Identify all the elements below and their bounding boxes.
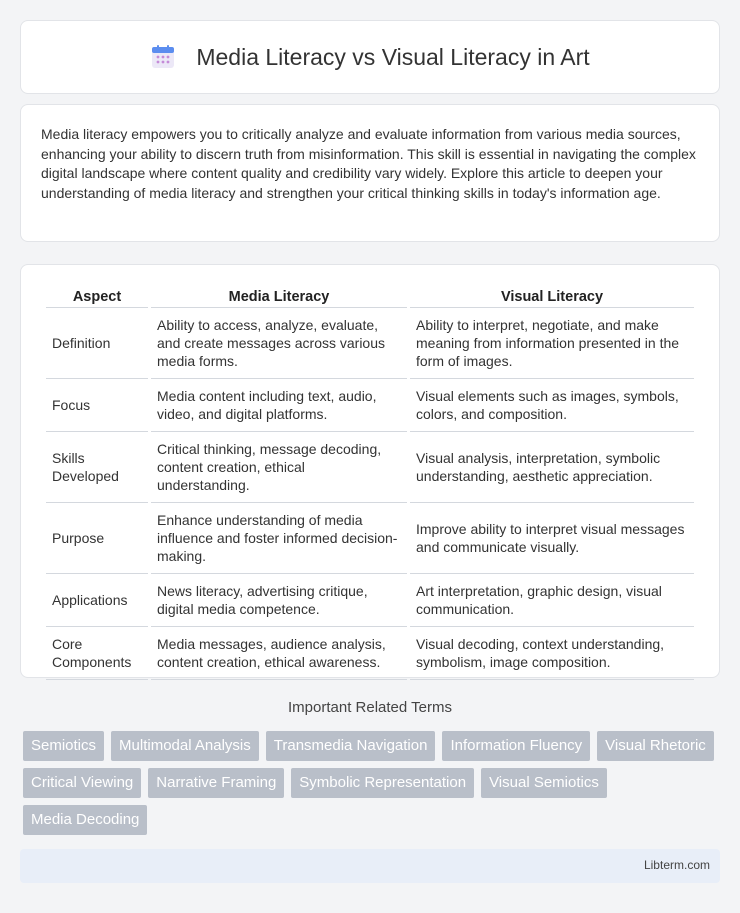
related-term-tag[interactable]: Information Fluency	[442, 731, 590, 761]
table-row	[46, 627, 694, 680]
table-cell: Art interpretation, graphic design, visual communication.	[410, 574, 694, 627]
table-cell: Visual elements such as images, symbols, colors, and composition.	[410, 379, 694, 432]
table-cell: Media messages, audience analysis, content creation, ethical awareness.	[151, 627, 407, 680]
intro-card	[20, 104, 720, 242]
related-term-tag[interactable]: Transmedia Navigation	[266, 731, 436, 761]
table-cell: Visual analysis, interpretation, symbolic understanding, aesthetic appreciation.	[410, 432, 694, 503]
related-term-tag[interactable]: Symbolic Representation	[291, 768, 474, 798]
table-cell: Ability to access, analyze, evaluate, and create messages across various media forms.	[151, 308, 407, 379]
table-cell: News literacy, advertising critique, digital media competence.	[151, 574, 407, 627]
table-cell: Focus	[46, 379, 148, 432]
related-term-tag[interactable]: Critical Viewing	[23, 768, 141, 798]
table-cell: Applications	[46, 574, 148, 627]
footer	[20, 849, 720, 883]
table-row	[46, 503, 694, 574]
related-term-tag[interactable]: Visual Semiotics	[481, 768, 607, 798]
calendar-icon	[150, 44, 176, 70]
intro-text: Media literacy empowers you to critically analyze and evaluate information from various media sources, enhancing your ability to discern truth from misinformation. This skill is essential in navigating the complex digital landscape where content quality and credibility vary widely. Explore this article to deepen your understanding of media literacy and strengthen your critical thinking skills in today's information age.	[41, 126, 696, 201]
table-row	[46, 379, 694, 432]
column-header: Visual Literacy	[410, 285, 694, 308]
related-term-tag[interactable]: Multimodal Analysis	[111, 731, 259, 761]
table-cell: Definition	[46, 308, 148, 379]
related-term-tag[interactable]: Visual Rhetoric	[597, 731, 714, 761]
related-term-tag[interactable]: Narrative Framing	[148, 768, 284, 798]
table-cell: Visual decoding, context understanding, symbolism, image composition.	[410, 627, 694, 680]
related-terms-list	[23, 731, 723, 835]
table-cell: Core Components	[46, 627, 148, 680]
header-card	[20, 20, 720, 94]
related-terms-title: Important Related Terms	[288, 699, 452, 716]
table-cell: Purpose	[46, 503, 148, 574]
table-cell: Enhance understanding of media influence and foster informed decision-making.	[151, 503, 407, 574]
table-row	[46, 432, 694, 503]
table-cell: Media content including text, audio, video, and digital platforms.	[151, 379, 407, 432]
table-row	[46, 308, 694, 379]
table-cell: Ability to interpret, negotiate, and make meaning from information presented in the form of images.	[410, 308, 694, 379]
table-cell: Critical thinking, message decoding, content creation, ethical understanding.	[151, 432, 407, 503]
column-header: Aspect	[46, 285, 148, 308]
comparison-table	[43, 285, 697, 680]
table-header-row	[46, 285, 694, 308]
related-term-tag[interactable]: Media Decoding	[23, 805, 147, 835]
table-row	[46, 574, 694, 627]
footer-brand-link[interactable]: Libterm.com	[643, 858, 710, 872]
table-cell: Improve ability to interpret visual messages and communicate visually.	[410, 503, 694, 574]
page-title: Media Literacy vs Visual Literacy in Art	[196, 43, 590, 70]
related-term-tag[interactable]: Semiotics	[23, 731, 104, 761]
table-cell: Skills Developed	[46, 432, 148, 503]
column-header: Media Literacy	[151, 285, 407, 308]
comparison-table-card	[20, 264, 720, 678]
